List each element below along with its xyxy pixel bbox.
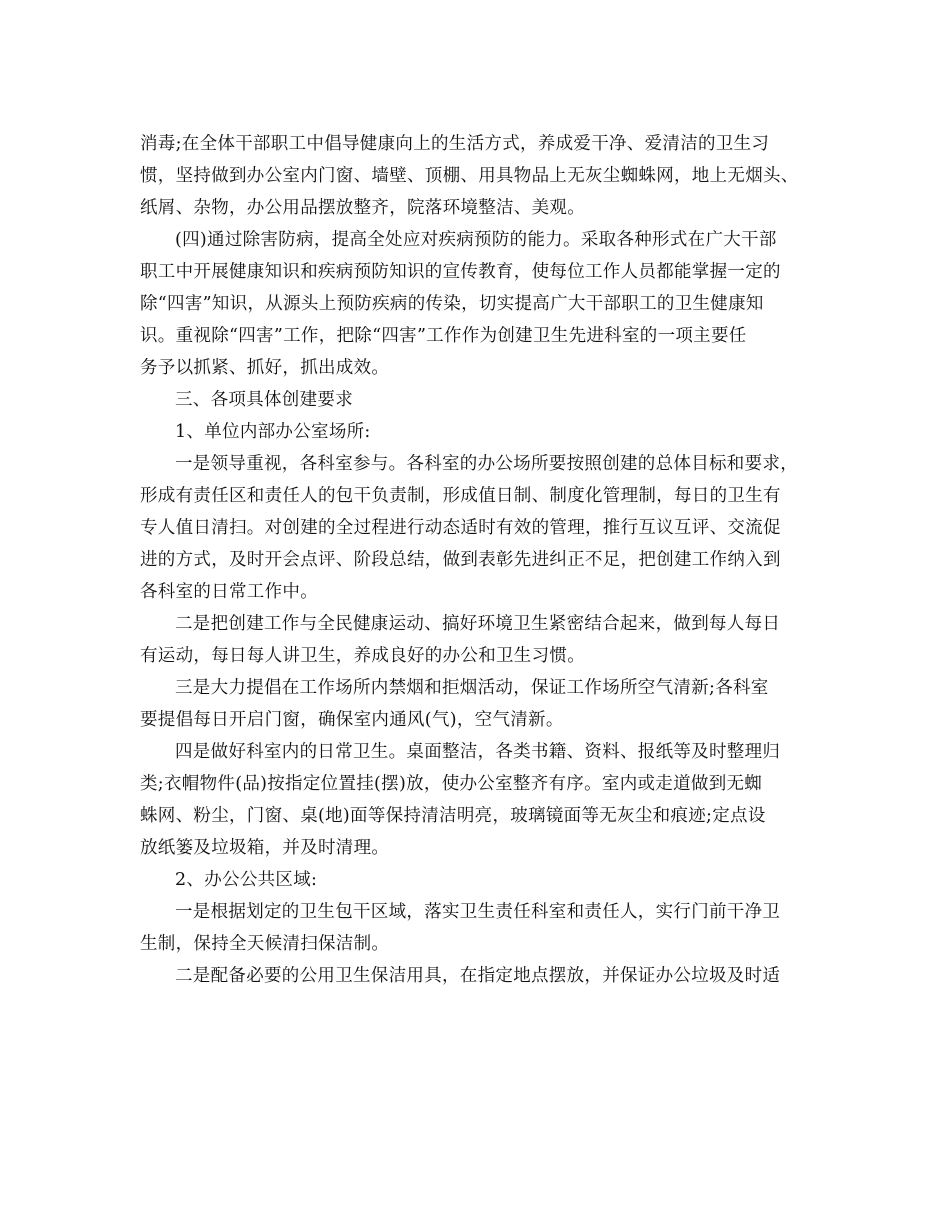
text-line-23: 放纸篓及垃圾箱，并及时清理。 bbox=[140, 838, 390, 858]
text-line-3: 纸屑、杂物，办公用品摆放整齐，院落环境整洁、美观。 bbox=[140, 198, 585, 218]
text-line-8: 务予以抓紧、抓好，抓出成效。 bbox=[140, 358, 390, 378]
text-line-19: 要提倡每日开启门窗，确保室内通风(气)，空气清新。 bbox=[140, 710, 564, 730]
text-line-11: 一是领导重视，各科室参与。各科室的办公场所要按照创建的总体目标和要求， bbox=[175, 454, 798, 474]
text-line-12: 形成有责任区和责任人的包干负责制，形成值日制、制度化管理制，每日的卫生有 bbox=[140, 486, 781, 506]
text-line-26: 生制，保持全天候清扫保洁制。 bbox=[140, 934, 390, 954]
subsection-heading-1: 1、单位内部办公室场所: bbox=[175, 422, 371, 442]
text-line-15: 各科室的日常工作中。 bbox=[140, 582, 318, 602]
text-line-7: 识。重视除“四害”工作，把除“四害”工作作为创建卫生先进科室的一项主要任 bbox=[140, 326, 747, 346]
text-line-4: (四)通过除害防病，提高全处应对疾病预防的能力。采取各种形式在广大干部 bbox=[175, 230, 777, 250]
text-line-21: 类;衣帽物件(品)按指定位置挂(摆)放，使办公室整齐有序。室内或走道做到无蜘 bbox=[140, 774, 763, 794]
text-line-18: 三是大力提倡在工作场所内禁烟和拒烟活动，保证工作场所空气清新;各科室 bbox=[175, 678, 769, 698]
text-line-2: 惯，坚持做到办公室内门窗、墙壁、顶棚、用具物品上无灰尘蜘蛛网，地上无烟头、 bbox=[140, 166, 799, 186]
text-line-20: 四是做好科室内的日常卫生。桌面整洁，各类书籍、资料、报纸等及时整理归 bbox=[175, 742, 781, 762]
text-line-1: 消毒;在全体干部职工中倡导健康向上的生活方式，养成爱干净、爱清洁的卫生习 bbox=[140, 134, 770, 154]
text-line-6: 除“四害”知识，从源头上预防疾病的传染，切实提高广大干部职工的卫生健康知 bbox=[140, 294, 764, 314]
text-line-27: 二是配备必要的公用卫生保洁用具，在指定地点摆放，并保证办公垃圾及时适 bbox=[175, 966, 781, 986]
document-body bbox=[140, 128, 822, 992]
section-heading: 三、各项具体创建要求 bbox=[175, 390, 353, 410]
text-line-22: 蛛网、粉尘，门窗、桌(地)面等保持清洁明亮，玻璃镜面等无灰尘和痕迹;定点设 bbox=[140, 806, 766, 826]
text-line-16: 二是把创建工作与全民健康运动、搞好环境卫生紧密结合起来，做到每人每日 bbox=[175, 614, 781, 634]
text-line-17: 有运动，每日每人讲卫生，养成良好的办公和卫生习惯。 bbox=[140, 646, 585, 666]
text-line-13: 专人值日清扫。对创建的全过程进行动态适时有效的管理，推行互议互评、交流促 bbox=[140, 518, 781, 538]
text-line-14: 进的方式，及时开会点评、阶段总结，做到表彰先进纠正不足，把创建工作纳入到 bbox=[140, 550, 781, 570]
text-line-5: 职工中开展健康知识和疾病预防知识的宣传教育，使每位工作人员都能掌握一定的 bbox=[140, 262, 781, 282]
subsection-heading-2: 2、办公公共区域: bbox=[175, 870, 318, 890]
text-line-25: 一是根据划定的卫生包干区域，落实卫生责任科室和责任人，实行门前干净卫 bbox=[175, 902, 781, 922]
